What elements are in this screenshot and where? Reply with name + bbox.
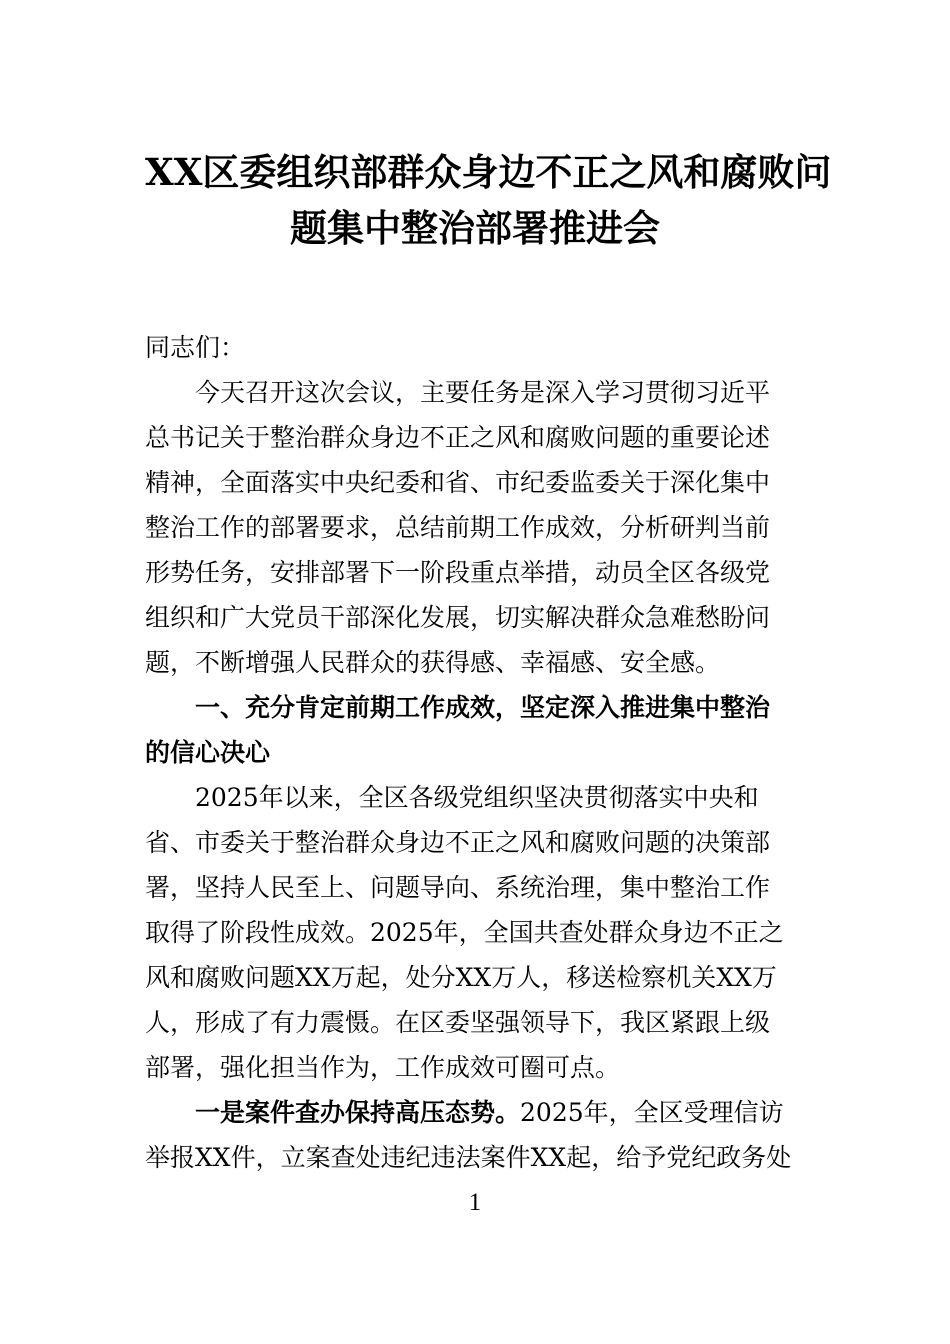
section1-line-2: 省、市委关于整治群众身边不正之风和腐败问题的决策部 <box>145 828 771 857</box>
point1-lead: 一是案件查办保持高压态势。 <box>195 1098 521 1127</box>
section1-line-1: 2025年以来，全区各级党组织坚决贯彻落实中央和 <box>195 783 759 812</box>
document-title-line-1: XX区委组织部群众身边不正之风和腐败问 <box>145 150 832 194</box>
intro-line-4: 整治工作的部署要求，总结前期工作成效，分析研判当前 <box>145 513 771 542</box>
document-title-line-2: 题集中整治部署推进会 <box>290 206 660 250</box>
intro-line-2: 总书记关于整治群众身边不正之风和腐败问题的重要论述 <box>145 423 771 452</box>
point1-line-1 <box>195 1096 784 1130</box>
point1-line-2: 举报XX件，立案查处违纪违法案件XX起，给予党纪政务处 <box>145 1143 792 1172</box>
section1-heading-line-2: 的信心决心 <box>145 738 271 767</box>
section1-line-7: 部署，强化担当作为，工作成效可圈可点。 <box>145 1053 621 1082</box>
section1-line-4: 取得了阶段性成效。2025年，全国共查处群众身边不正之 <box>145 918 784 947</box>
section1-line-5: 风和腐败问题XX万起，处分XX万人，移送检察机关XX万 <box>145 963 777 992</box>
section1-line-3: 署，坚持人民至上、问题导向、系统治理，集中整治工作 <box>145 873 771 902</box>
intro-line-7: 题，不断增强人民群众的获得感、幸福感、安全感。 <box>145 648 721 677</box>
section1-line-6: 人，形成了有力震慑。在区委坚强领导下，我区紧跟上级 <box>145 1008 771 1037</box>
intro-line-5: 形势任务，安排部署下一阶段重点举措，动员全区各级党 <box>145 558 771 587</box>
intro-line-3: 精神，全面落实中央纪委和省、市纪委监委关于深化集中 <box>145 468 771 497</box>
salutation: 同志们： <box>145 333 246 362</box>
intro-line-6: 组织和广大党员干部深化发展，切实解决群众急难愁盼问 <box>145 603 771 632</box>
intro-line-1: 今天召开这次会议，主要任务是深入学习贯彻习近平 <box>195 378 771 407</box>
point1-line-1-rest: 2025年，全区受理信访 <box>520 1098 784 1127</box>
section1-heading-line-1: 一、充分肯定前期工作成效，坚定深入推进集中整治 <box>195 693 771 722</box>
page-number: 1 <box>468 1189 482 1216</box>
